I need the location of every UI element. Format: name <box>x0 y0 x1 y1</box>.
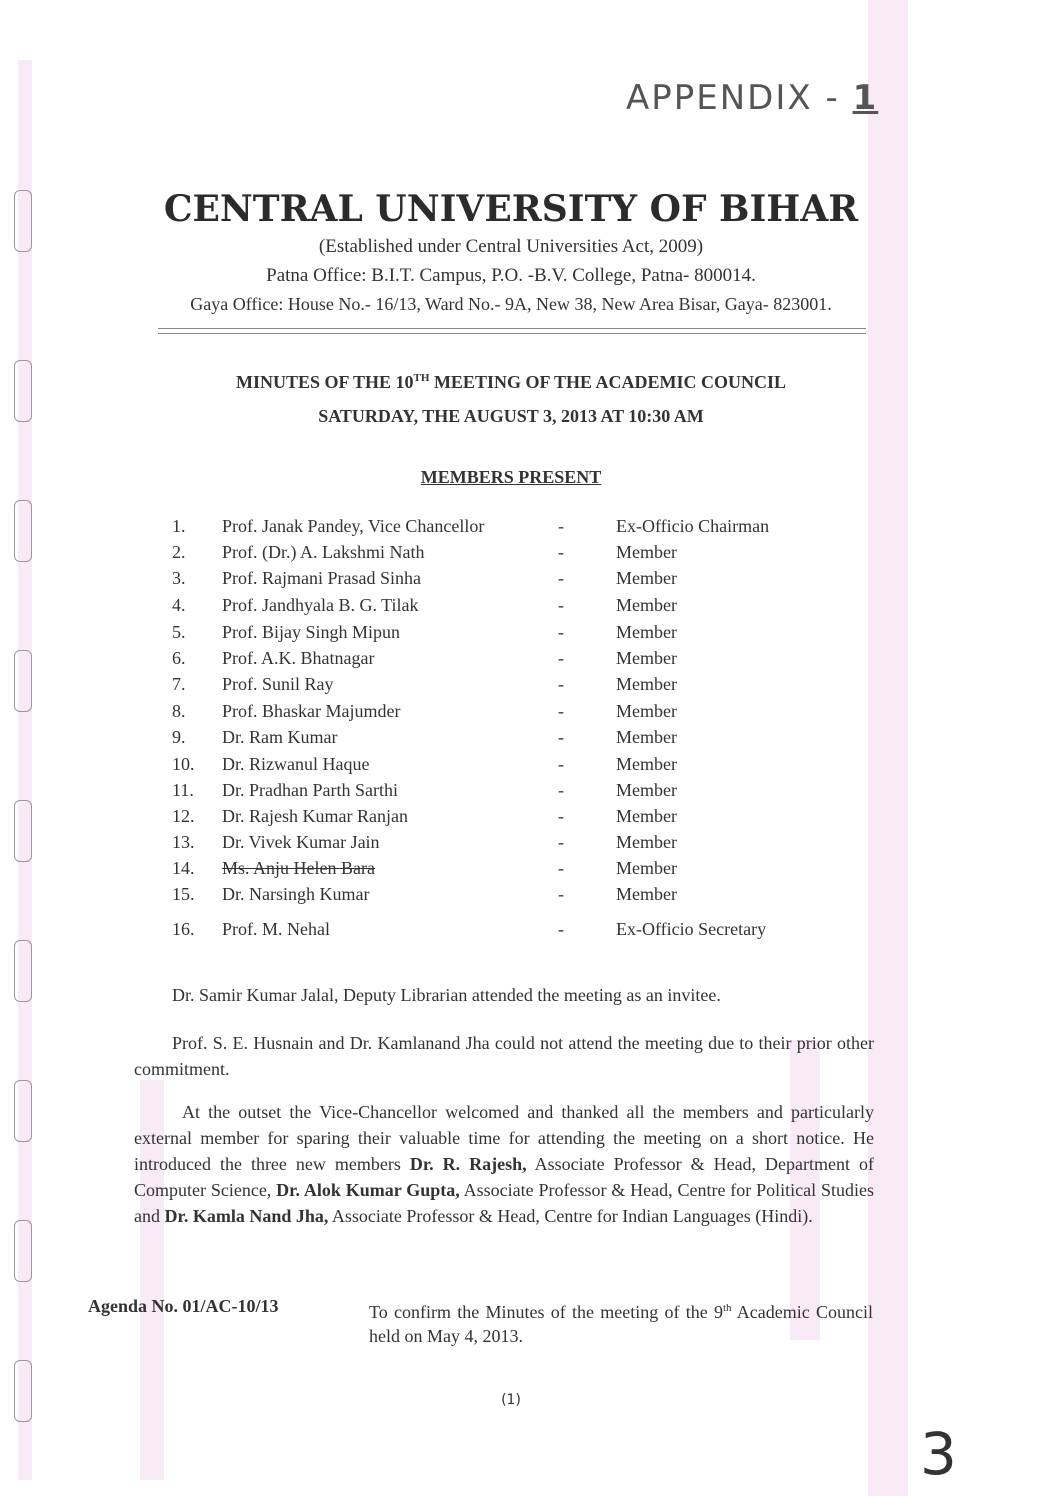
members-heading: MEMBERS PRESENT <box>420 467 602 487</box>
member-dash: - <box>558 806 564 826</box>
member-role: Ex-Officio Secretary <box>616 919 767 939</box>
established-line: (Established under Central Universities Act, 2009) <box>318 236 704 257</box>
appendix-text: APPENDIX - <box>626 78 840 118</box>
member-number: 7. <box>172 674 186 694</box>
member-row <box>0 858 1058 884</box>
new-member-name: Dr. Alok Kumar Gupta, <box>276 1180 460 1200</box>
member-number: 15. <box>172 884 195 904</box>
member-number: 13. <box>172 832 195 852</box>
member-number: 8. <box>172 701 186 721</box>
member-name: Dr. Rizwanul Haque <box>222 754 370 774</box>
member-role: Member <box>616 542 677 562</box>
member-name-struck: Ms. Anju Helen Bara <box>222 858 375 878</box>
member-role: Member <box>616 832 677 852</box>
member-role: Member <box>616 727 677 747</box>
member-role: Member <box>616 780 677 800</box>
member-number: 4. <box>172 595 186 615</box>
welcome-text: At the outset the Vice-Chancellor welcomed and thanked all the members and particularly external member for sparing their valuable time for attending the meeting on a short notice. He introduced the three new members <box>134 1102 874 1174</box>
welcome-text: Associate Professor & Head, Department of Computer Science, <box>134 1154 874 1200</box>
member-row <box>0 727 1058 753</box>
member-role: Member <box>616 648 677 668</box>
absence-note: Prof. S. E. Husnain and Dr. Kamlanand Jha could not attend the meeting due to their prior other commitment. <box>134 1033 874 1079</box>
member-row <box>0 648 1058 674</box>
minutes-heading <box>0 372 1022 393</box>
minutes-heading-sup: TH <box>413 372 430 384</box>
member-row <box>0 542 1058 568</box>
member-dash: - <box>558 727 564 747</box>
member-dash: - <box>558 780 564 800</box>
minutes-heading-text: MINUTES OF THE 10 <box>236 372 414 392</box>
member-role: Member <box>616 754 677 774</box>
member-number: 16. <box>172 919 195 939</box>
member-dash: - <box>558 919 564 939</box>
member-role: Ex-Officio Chairman <box>616 516 770 536</box>
member-name: Dr. Vivek Kumar Jain <box>222 832 380 852</box>
member-role: Member <box>616 568 677 588</box>
member-dash: - <box>558 595 564 615</box>
invitee-note: Dr. Samir Kumar Jalal, Deputy Librarian attended the meeting as an invitee. <box>172 985 721 1005</box>
member-dash: - <box>558 832 564 852</box>
member-name: Prof. Bhaskar Majumder <box>222 701 401 721</box>
member-name: Dr. Rajesh Kumar Ranjan <box>222 806 408 826</box>
member-dash: - <box>558 568 564 588</box>
member-name: Dr. Narsingh Kumar <box>222 884 370 904</box>
member-number: 1. <box>172 516 186 536</box>
member-role: Member <box>616 622 677 642</box>
member-name: Prof. Jandhyala B. G. Tilak <box>222 595 419 615</box>
member-name: Prof. Janak Pandey, Vice Chancellor <box>222 516 485 536</box>
member-name: Prof. (Dr.) A. Lakshmi Nath <box>222 542 425 562</box>
member-role: Member <box>616 806 677 826</box>
divider <box>158 333 866 334</box>
member-row <box>0 780 1058 806</box>
member-name: Prof. Sunil Ray <box>222 674 334 694</box>
welcome-text: Associate Professor & Head, Centre for Political Studies and <box>134 1180 874 1226</box>
member-role: Member <box>616 858 677 878</box>
member-row <box>0 622 1058 648</box>
new-member-name: Dr. R. Rajesh, <box>409 1154 527 1174</box>
gaya-office: Gaya Office: House No.- 16/13, Ward No.- 9A, New 38, New Area Bisar, Gaya- 823001. <box>190 294 832 314</box>
member-dash: - <box>558 542 564 562</box>
member-number: 2. <box>172 542 186 562</box>
divider <box>158 328 866 329</box>
minutes-heading-text-end: MEETING OF THE ACADEMIC COUNCIL <box>429 372 786 392</box>
agenda-text-end: Academic Council held on May 4, 2013. <box>369 1302 873 1346</box>
member-number: 3. <box>172 568 186 588</box>
appendix-label <box>626 78 878 118</box>
member-number: 11. <box>172 780 194 800</box>
member-row <box>0 516 1058 542</box>
member-dash: - <box>558 754 564 774</box>
member-name: Prof. M. Nehal <box>222 919 330 939</box>
member-number: 10. <box>172 754 195 774</box>
member-row <box>0 674 1058 700</box>
member-number: 9. <box>172 727 186 747</box>
member-dash: - <box>558 648 564 668</box>
handwritten-page-number: 3 <box>920 1420 957 1488</box>
agenda-text <box>369 1296 873 1348</box>
page-number: (1) <box>501 1392 521 1408</box>
member-row <box>0 568 1058 594</box>
member-number: 6. <box>172 648 186 668</box>
member-name: Dr. Pradhan Parth Sarthi <box>222 780 398 800</box>
member-row <box>0 754 1058 780</box>
member-dash: - <box>558 674 564 694</box>
member-role: Member <box>616 884 677 904</box>
member-dash: - <box>558 516 564 536</box>
member-row <box>0 806 1058 832</box>
agenda-label: Agenda No. 01/AC-10/13 <box>88 1296 279 1316</box>
meeting-date: SATURDAY, THE AUGUST 3, 2013 AT 10:30 AM <box>318 406 704 426</box>
member-dash: - <box>558 884 564 904</box>
agenda-text-sup: th <box>722 1302 732 1314</box>
university-title: CENTRAL UNIVERSITY OF BIHAR <box>163 188 859 230</box>
member-role: Member <box>616 595 677 615</box>
member-name: Prof. Rajmani Prasad Sinha <box>222 568 421 588</box>
member-row <box>0 884 1058 910</box>
new-member-name: Dr. Kamla Nand Jha, <box>164 1206 329 1226</box>
member-role: Member <box>616 701 677 721</box>
agenda-text-start: To confirm the Minutes of the meeting of the 9 <box>369 1302 723 1322</box>
member-name: Prof. Bijay Singh Mipun <box>222 622 401 642</box>
patna-office: Patna Office: B.I.T. Campus, P.O. -B.V. College, Patna- 800014. <box>266 265 756 286</box>
member-number: 14. <box>172 858 195 878</box>
member-dash: - <box>558 858 564 878</box>
member-name: Prof. A.K. Bhatnagar <box>222 648 375 668</box>
welcome-paragraph <box>134 1099 874 1229</box>
member-number: 5. <box>172 622 186 642</box>
member-dash: - <box>558 622 564 642</box>
appendix-number: 1 <box>852 78 879 118</box>
member-role: Member <box>616 674 677 694</box>
member-row <box>0 701 1058 727</box>
member-row <box>0 832 1058 858</box>
member-dash: - <box>558 701 564 721</box>
member-row <box>0 595 1058 621</box>
welcome-text: Associate Professor & Head, Centre for Indian Languages (Hindi). <box>328 1206 813 1226</box>
member-name: Dr. Ram Kumar <box>222 727 338 747</box>
member-row <box>0 919 1058 945</box>
member-number: 12. <box>172 806 195 826</box>
